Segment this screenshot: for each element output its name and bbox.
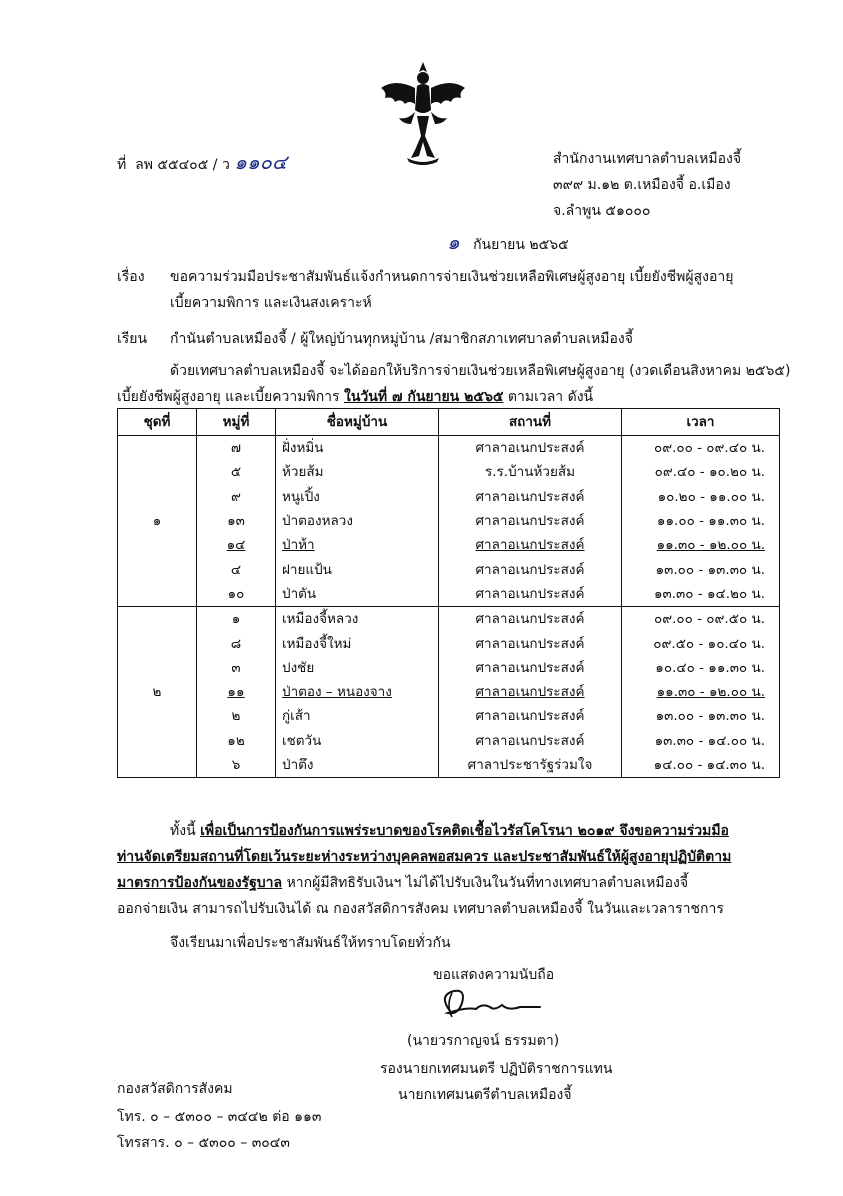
cell-time-text: ๑๑.๐๐ - ๑๑.๓๐ น. bbox=[656, 513, 765, 530]
cell-village-text: เหมืองจี้หลวง bbox=[282, 611, 359, 628]
cell-village bbox=[276, 485, 439, 509]
cell-village bbox=[276, 607, 439, 632]
schedule-body bbox=[118, 436, 780, 778]
cell-village-text: ฝายแป้น bbox=[282, 561, 332, 578]
body-para-1-line-2: ท่านจัดเตรียมสถานที่โดยเว้นระยะห่างระหว่างบุคคลพอสมควร และประชาสัมพันธ์ให้ผู้สูงอายุปฏิบัติตาม bbox=[117, 849, 732, 865]
doc-number bbox=[117, 146, 287, 178]
body-p1-line3-a: มาตรการป้องกันของรัฐบาล bbox=[117, 875, 283, 891]
table-header-row bbox=[118, 409, 780, 436]
cell-moo-text: ๑ bbox=[231, 611, 241, 628]
cell-moo bbox=[197, 557, 276, 581]
cell-place-text: ศาลาอเนกประสงค์ bbox=[475, 611, 585, 628]
cell-time-text: ๑๓.๐๐ - ๑๓.๓๐ น. bbox=[655, 561, 765, 578]
cell-time-text: ๑๐.๔๐ - ๑๑.๓๐ น. bbox=[655, 659, 765, 676]
cell-moo-text: ๗ bbox=[230, 440, 242, 457]
cell-village-text: ป่าตัน bbox=[282, 585, 317, 602]
footer-tel: โทร. ๐ – ๕๓๐๐ – ๓๔๔๒ ต่อ ๑๑๓ bbox=[117, 1109, 322, 1125]
cell-village-text: ป่าห้า bbox=[282, 537, 315, 554]
closing: ขอแสดงความนับถือ bbox=[433, 967, 555, 983]
body-p1-line3-b: หากผู้มีสิทธิรับเงินฯ ไม่ได้ไปรับเงินในวันที่ทางเทศบาลตำบลเหมืองจี้ bbox=[286, 875, 689, 891]
cell-time-text: ๑๑.๓๐ - ๑๒.๐๐ น. bbox=[656, 684, 765, 701]
table-row bbox=[118, 436, 780, 461]
subject-line-2: เบี้ยความพิการ และเงินสงเคราะห์ bbox=[170, 295, 372, 311]
date-text: กันยายน ๒๕๖๕ bbox=[473, 237, 569, 253]
cell-place bbox=[439, 582, 622, 607]
body-para-1-line-1 bbox=[170, 820, 729, 842]
date-handwritten: ๑ bbox=[447, 230, 460, 254]
cell-time bbox=[622, 631, 780, 655]
cell-place bbox=[439, 509, 622, 533]
cell-place bbox=[439, 753, 622, 778]
cell-village bbox=[276, 509, 439, 533]
cell-time bbox=[622, 704, 780, 728]
recipient-text: กำนันตำบลเหมืองจี้ / ผู้ใหญ่บ้านทุกหมู่บ้าน /สมาชิกสภาเทศบาลตำบลเหมืองจี้ bbox=[170, 331, 633, 347]
header-place: สถานที่ bbox=[439, 409, 622, 436]
header-village: ชื่อหมู่บ้าน bbox=[276, 409, 439, 436]
intro-line-2-c: ตามเวลา ดังนี้ bbox=[507, 389, 594, 405]
cell-place-text: ศาลาอเนกประสงค์ bbox=[475, 440, 585, 457]
header-time: เวลา bbox=[622, 409, 780, 436]
cell-moo-text: ๑๔ bbox=[226, 537, 246, 554]
subject-label: เรื่อง bbox=[117, 269, 145, 285]
doc-number-label: ที่ bbox=[117, 157, 127, 173]
cell-moo-text: ๘ bbox=[230, 635, 242, 652]
cell-village-text: ฝั่งหมิ่น bbox=[282, 440, 324, 457]
cell-time bbox=[622, 533, 780, 557]
cell-village bbox=[276, 729, 439, 753]
cell-moo-text: ๑๒ bbox=[227, 732, 245, 749]
cell-time-text: ๑๔.๐๐ - ๑๔.๓๐ น. bbox=[653, 757, 765, 773]
cell-place-text: ศาลาประชารัฐร่วมใจ bbox=[467, 757, 593, 773]
cell-moo-text: ๕ bbox=[230, 464, 242, 481]
cell-moo-text: ๖ bbox=[231, 757, 241, 773]
cell-time-text: ๐๙.๐๐ - ๐๙.๔๐ น. bbox=[653, 440, 765, 457]
cell-village-text: กู่เส้า bbox=[282, 708, 311, 725]
cell-time bbox=[622, 656, 780, 680]
cell-time-text: ๑๓.๐๐ - ๑๓.๓๐ น. bbox=[655, 708, 765, 725]
cell-place-text: ศาลาอเนกประสงค์ bbox=[475, 561, 585, 578]
intro-line-1: ด้วยเทศบาลตำบลเหมืองจี้ จะได้ออกให้บริการจ่ายเงินช่วยเหลือพิเศษผู้สูงอายุ (งวดเดือนสิงหาคม ๒๕๖๕) bbox=[170, 363, 791, 379]
cell-time bbox=[622, 436, 780, 461]
cell-moo bbox=[197, 436, 276, 461]
cell-place bbox=[439, 729, 622, 753]
cell-moo-text: ๙ bbox=[231, 488, 241, 505]
cell-time bbox=[622, 582, 780, 607]
footer-fax: โทรสาร. ๐ – ๕๓๐๐ – ๓๐๔๓ bbox=[117, 1135, 290, 1151]
schedule-table bbox=[117, 408, 780, 778]
intro-date-emphasis: ในวันที่ ๗ กันยายน ๒๕๖๕ bbox=[344, 389, 504, 405]
cell-moo bbox=[197, 631, 276, 655]
header-moo: หมู่ที่ bbox=[197, 409, 276, 436]
cell-place-text: ศาลาอเนกประสงค์ bbox=[475, 659, 585, 676]
table-row bbox=[118, 607, 780, 632]
cell-place-text: ศาลาอเนกประสงค์ bbox=[475, 537, 585, 554]
cell-place-text: ศาลาอเนกประสงค์ bbox=[475, 635, 585, 652]
table-row bbox=[118, 631, 780, 655]
cell-time bbox=[622, 607, 780, 632]
cell-moo bbox=[197, 753, 276, 778]
cell-time-text: ๐๙.๐๐ - ๐๙.๕๐ น. bbox=[653, 611, 765, 628]
cell-village bbox=[276, 533, 439, 557]
cell-village-text: หนูเปิ้ง bbox=[282, 488, 320, 505]
body-p1-b: เพื่อเป็นการป้องกันการแพร่ระบาดของโรคติดเชื้อไวรัสโคโรนา ๒๐๑๙ จึงขอความร่วมมือ bbox=[200, 823, 729, 839]
cell-time-text: ๐๙.๕๐ - ๑๐.๔๐ น. bbox=[653, 635, 765, 652]
cell-moo bbox=[197, 729, 276, 753]
cell-time-text: ๐๙.๔๐ - ๑๐.๒๐ น. bbox=[654, 464, 765, 481]
cell-place bbox=[439, 656, 622, 680]
office-line-1: สำนักงานเทศบาลตำบลเหมืองจี้ bbox=[553, 151, 742, 167]
cell-place bbox=[439, 631, 622, 655]
cell-village bbox=[276, 753, 439, 778]
cell-time bbox=[622, 753, 780, 778]
cell-place bbox=[439, 607, 622, 632]
doc-date bbox=[447, 226, 569, 258]
header-set: ชุดที่ bbox=[118, 409, 197, 436]
cell-place bbox=[439, 557, 622, 581]
cell-moo-text: ๑๑ bbox=[227, 684, 245, 701]
cell-place bbox=[439, 704, 622, 728]
table-row bbox=[118, 582, 780, 607]
office-line-2: ๓๙๙ ม.๑๒ ต.เหมืองจี้ อ.เมือง bbox=[553, 177, 731, 193]
intro-line-2 bbox=[117, 386, 593, 408]
cell-set: ๒ bbox=[118, 607, 197, 778]
cell-moo bbox=[197, 704, 276, 728]
table-row bbox=[118, 509, 780, 533]
cell-time bbox=[622, 460, 780, 484]
table-row bbox=[118, 533, 780, 557]
cell-village bbox=[276, 631, 439, 655]
cell-moo bbox=[197, 509, 276, 533]
cell-set: ๑ bbox=[118, 436, 197, 607]
cell-village bbox=[276, 557, 439, 581]
cell-time bbox=[622, 509, 780, 533]
cell-place-text: ศาลาอเนกประสงค์ bbox=[475, 513, 585, 530]
cell-place-text: ศาลาอเนกประสงค์ bbox=[475, 488, 585, 505]
table-row bbox=[118, 557, 780, 581]
table-row bbox=[118, 704, 780, 728]
cell-moo bbox=[197, 533, 276, 557]
body-para-1-line-4: ออกจ่ายเงิน สามารถไปรับเงินได้ ณ กองสวัสดิการสังคม เทศบาลตำบลเหมืองจี้ ในวันและเวลาราชการ bbox=[117, 901, 724, 917]
cell-place-text: ศาลาอเนกประสงค์ bbox=[475, 585, 585, 602]
subject-line-1: ขอความร่วมมือประชาสัมพันธ์แจ้งกำหนดการจ่ายเงินช่วยเหลือพิเศษผู้สูงอายุ เบี้ยยังชีพผู้สูงอายุ bbox=[170, 269, 734, 285]
table-row bbox=[118, 485, 780, 509]
cell-moo bbox=[197, 607, 276, 632]
cell-moo bbox=[197, 680, 276, 704]
cell-time-text: ๑๑.๓๐ - ๑๒.๐๐ น. bbox=[656, 537, 765, 554]
cell-village bbox=[276, 436, 439, 461]
cell-place bbox=[439, 533, 622, 557]
cell-place-text: ศาลาอเนกประสงค์ bbox=[475, 684, 585, 701]
cell-moo-text: ๑๐ bbox=[227, 585, 245, 602]
cell-place bbox=[439, 485, 622, 509]
recipient-label: เรียน bbox=[117, 331, 148, 347]
cell-moo bbox=[197, 460, 276, 484]
cell-time-text: ๑๓.๓๐ - ๑๔.๐๐ น. bbox=[654, 732, 765, 749]
garuda-emblem bbox=[377, 58, 469, 168]
handwritten-signature bbox=[436, 985, 546, 1025]
intro-line-2-a: เบี้ยยังชีพผู้สูงอายุ และเบี้ยความพิการ bbox=[117, 389, 340, 405]
cell-village-text: ห้วยส้ม bbox=[282, 464, 324, 481]
cell-village bbox=[276, 582, 439, 607]
body-p1-a: ทั้งนี้ bbox=[170, 823, 196, 839]
cell-moo-text: ๒ bbox=[231, 708, 241, 725]
cell-moo-text: ๔ bbox=[230, 561, 242, 578]
cell-village bbox=[276, 460, 439, 484]
table-row bbox=[118, 729, 780, 753]
cell-time-text: ๑๐.๒๐ - ๑๑.๐๐ น. bbox=[657, 488, 765, 505]
table-row bbox=[118, 680, 780, 704]
cell-place-text: ร.ร.บ้านห้วยส้ม bbox=[485, 464, 575, 481]
cell-village-text: ป่าตอง – หนองจาง bbox=[282, 684, 392, 701]
signer-title-1: รองนายกเทศมนตรี ปฏิบัติราชการแทน bbox=[380, 1061, 613, 1077]
cell-time-text: ๑๓.๓๐ - ๑๔.๒๐ น. bbox=[653, 585, 765, 602]
cell-moo bbox=[197, 485, 276, 509]
cell-village-text: ป่าตองหลวง bbox=[282, 513, 353, 530]
signer-title-2: นายกเทศมนตรีตำบลเหมืองจี้ bbox=[398, 1087, 572, 1103]
cell-time bbox=[622, 729, 780, 753]
cell-time bbox=[622, 485, 780, 509]
cell-village-text: เชตวัน bbox=[282, 732, 322, 749]
cell-place-text: ศาลาอเนกประสงค์ bbox=[475, 732, 585, 749]
table-row bbox=[118, 460, 780, 484]
cell-village bbox=[276, 656, 439, 680]
cell-place bbox=[439, 680, 622, 704]
doc-number-handwritten: ๑๑๐๔ bbox=[234, 150, 287, 174]
office-line-3: จ.ลำพูน ๕๑๐๐๐ bbox=[553, 203, 651, 219]
body-para-2: จึงเรียนมาเพื่อประชาสัมพันธ์ให้ทราบโดยทั่วกัน bbox=[170, 935, 451, 951]
cell-village bbox=[276, 704, 439, 728]
cell-place bbox=[439, 436, 622, 461]
cell-moo-text: ๑๓ bbox=[227, 513, 245, 530]
cell-village-text: ปงชัย bbox=[282, 659, 315, 676]
cell-village bbox=[276, 680, 439, 704]
cell-place bbox=[439, 460, 622, 484]
body-para-1-line-3 bbox=[117, 872, 688, 894]
table-row bbox=[118, 753, 780, 778]
cell-moo bbox=[197, 656, 276, 680]
cell-time bbox=[622, 680, 780, 704]
doc-number-text: ลพ ๕๕๔๐๕ / ว bbox=[135, 157, 230, 173]
signer-name: (นายวรกาญจน์ ธรรมตา) bbox=[407, 1033, 560, 1049]
cell-village-text: เหมืองจี้ใหม่ bbox=[282, 635, 352, 652]
cell-moo bbox=[197, 582, 276, 607]
cell-place-text: ศาลาอเนกประสงค์ bbox=[475, 708, 585, 725]
cell-moo-text: ๓ bbox=[231, 659, 241, 676]
table-row bbox=[118, 656, 780, 680]
footer-dept: กองสวัสดิการสังคม bbox=[117, 1081, 233, 1097]
cell-village-text: ป่าตึง bbox=[282, 757, 314, 773]
cell-time bbox=[622, 557, 780, 581]
